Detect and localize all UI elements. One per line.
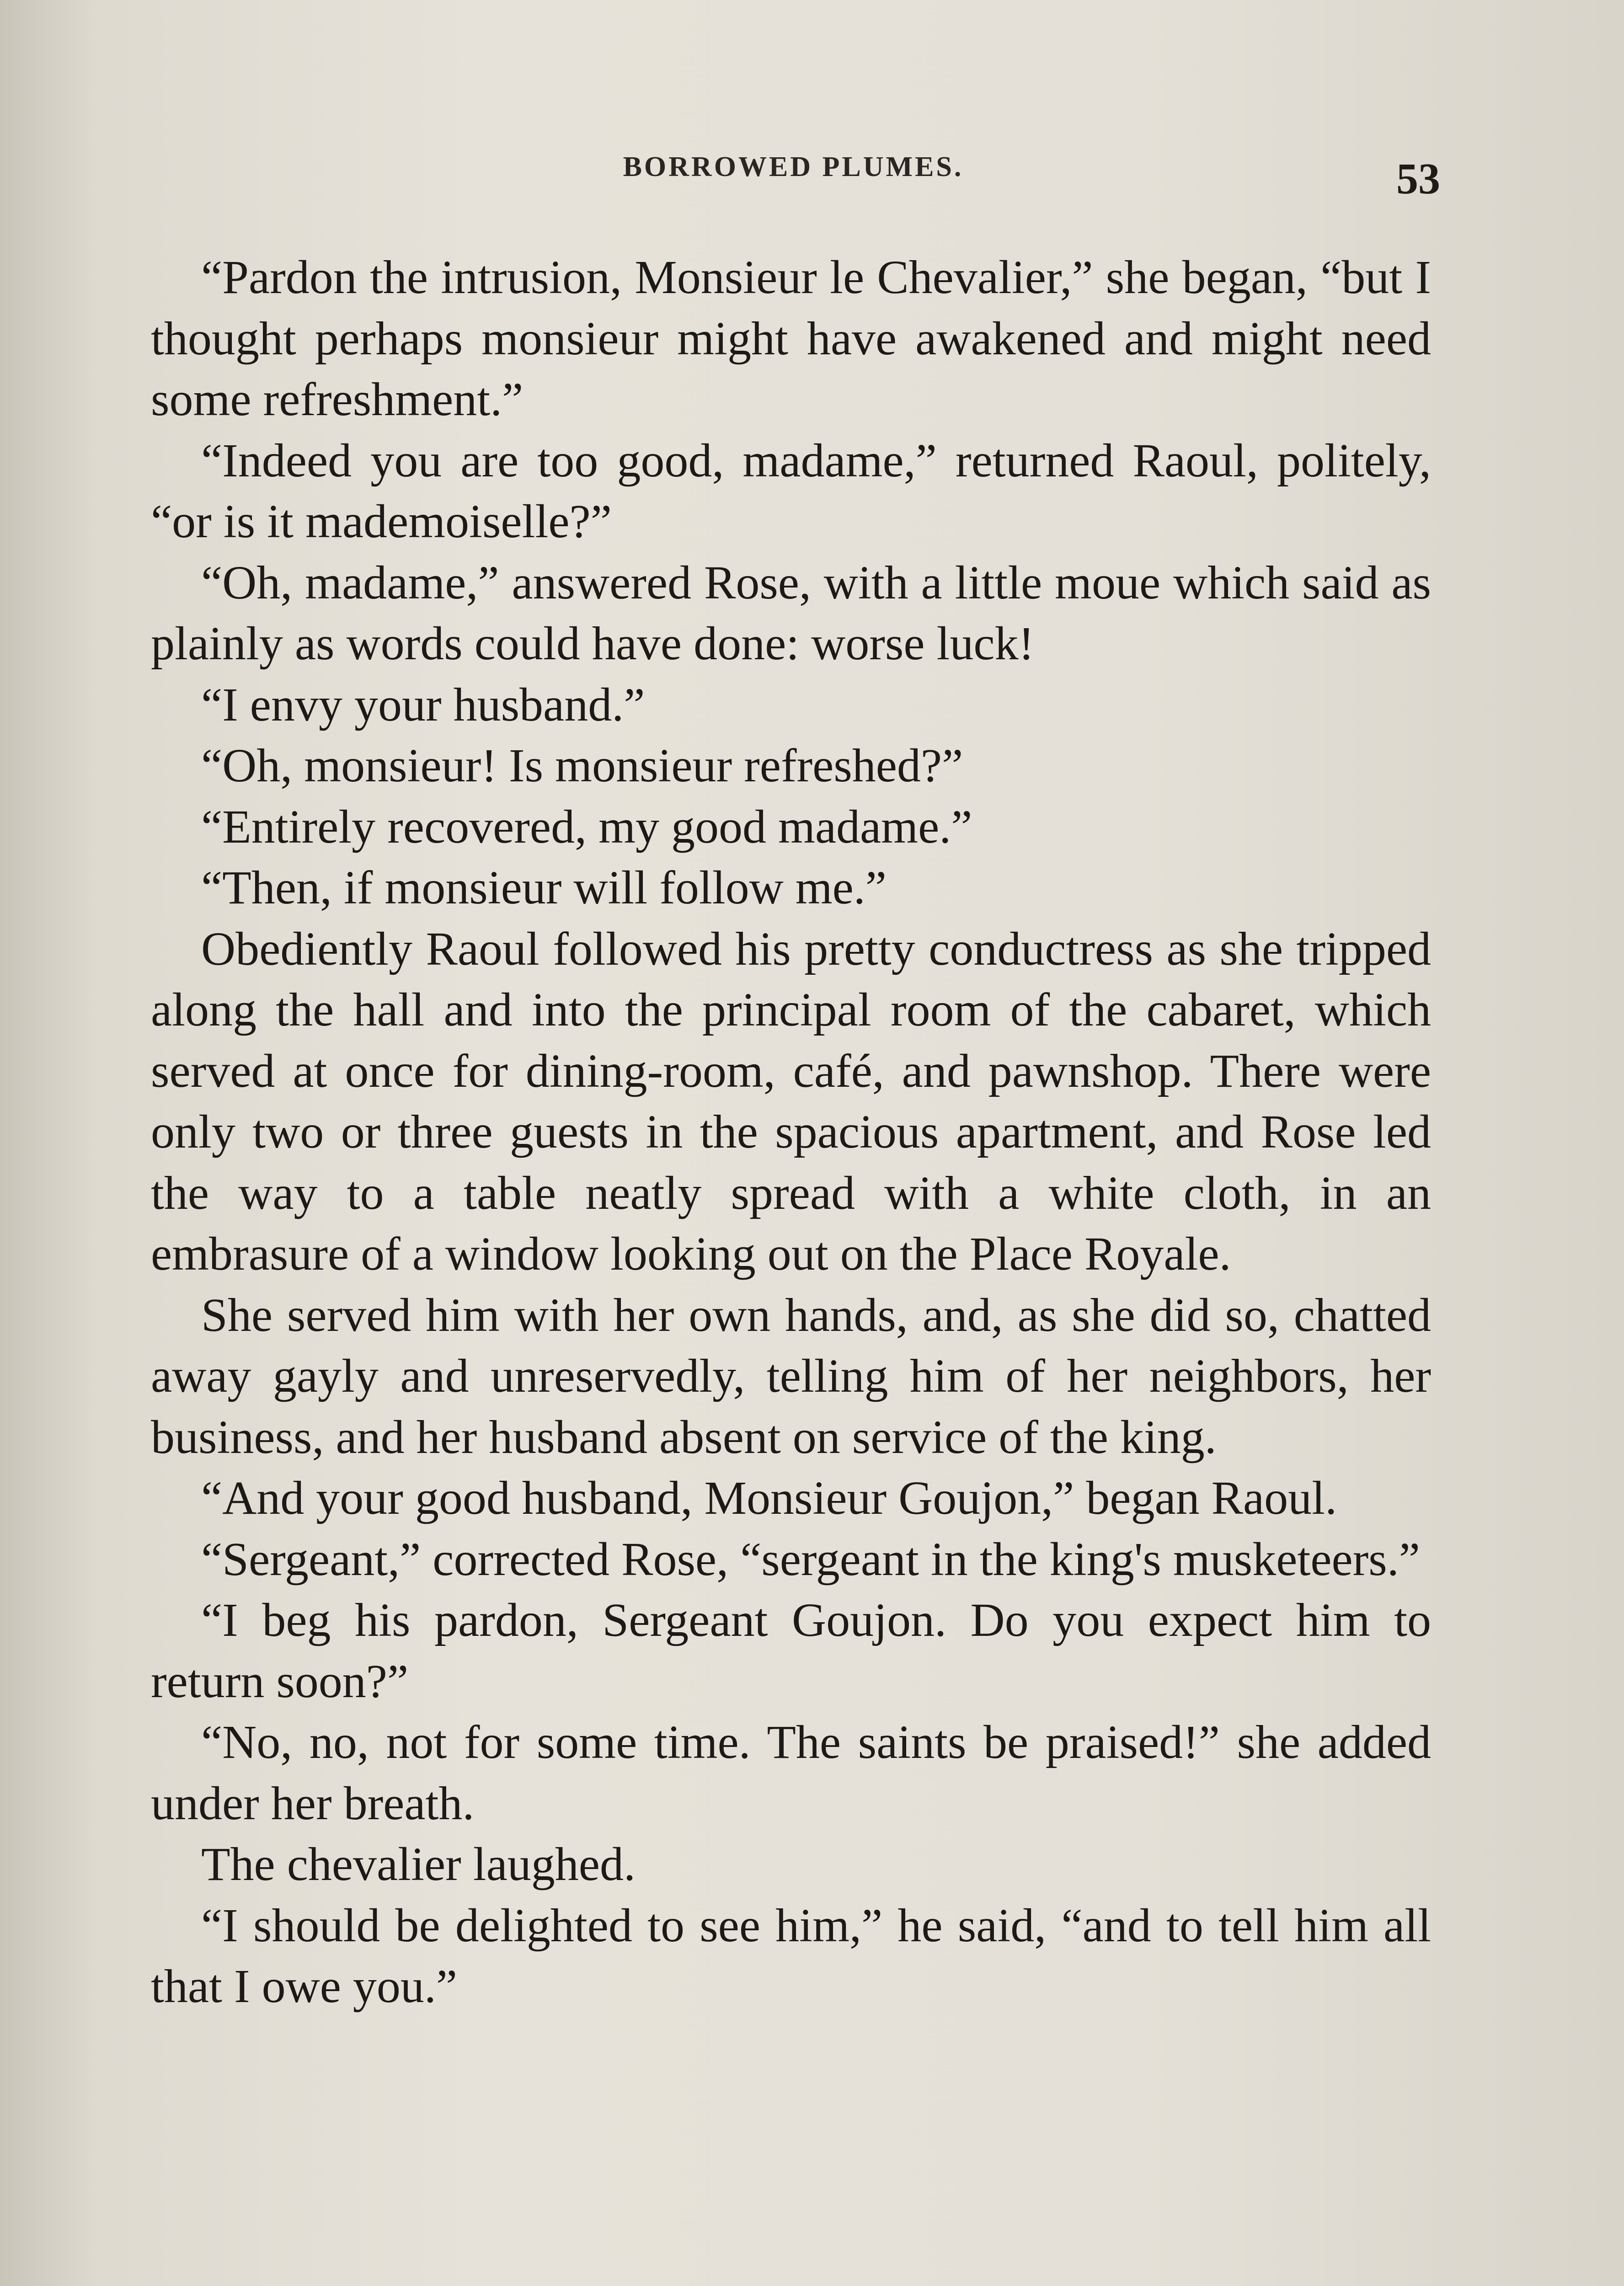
paragraph: “Entirely recovered, my good madame.” (201, 800, 972, 853)
paragraph: “Pardon the intrusion, Monsieur le Chevalier,” she began, “but I thought perhaps monsieur might have awakened and might need some refreshment.” (151, 251, 1431, 426)
running-head: BORROWED PLUMES. (623, 151, 964, 182)
paragraph: “I beg his pardon, Sergeant Goujon. Do you expect him to return soon?” (151, 1594, 1431, 1708)
paragraph: “Then, if monsieur will follow me.” (201, 861, 887, 914)
paragraph: “No, no, not for some time. The saints be praised!” she added under her breath. (151, 1716, 1431, 1830)
paragraph: “I should be delighted to see him,” he said, “and to tell him all that I owe you.” (151, 1899, 1431, 2013)
paragraph: “I envy your husband.” (201, 678, 645, 731)
paragraph: “Sergeant,” corrected Rose, “sergeant in the king's musketeers.” (201, 1533, 1420, 1586)
paragraph: “Oh, madame,” answered Rose, with a little moue which said as plainly as words could have done: worse luck! (151, 556, 1431, 670)
page-number: 53 (1396, 154, 1440, 203)
paragraph: Obediently Raoul followed his pretty conductress as she tripped along the hall and into the principal room of the cabaret, which served at once for dining-room, café, and pawnshop. There were only two or three guests in the spacious apartment, and Rose led the way to a table neatly spread with a white cloth, in an embrasure of a window looking out on the Place Royale. (151, 922, 1431, 1280)
body-text (151, 247, 1431, 2017)
paragraph: “Indeed you are too good, madame,” returned Raoul, politely, “or is it mademoiselle?” (151, 434, 1431, 548)
paragraph: “And your good husband, Monsieur Goujon,” began Raoul. (201, 1472, 1337, 1524)
paragraph: She served him with her own hands, and, as she did so, chatted away gayly and unreservedly, telling him of her neighbors, her business, and her husband absent on service of the king. (151, 1288, 1431, 1463)
paragraph: The chevalier laughed. (201, 1838, 636, 1891)
paragraph: “Oh, monsieur! Is monsieur refreshed?” (201, 739, 963, 792)
